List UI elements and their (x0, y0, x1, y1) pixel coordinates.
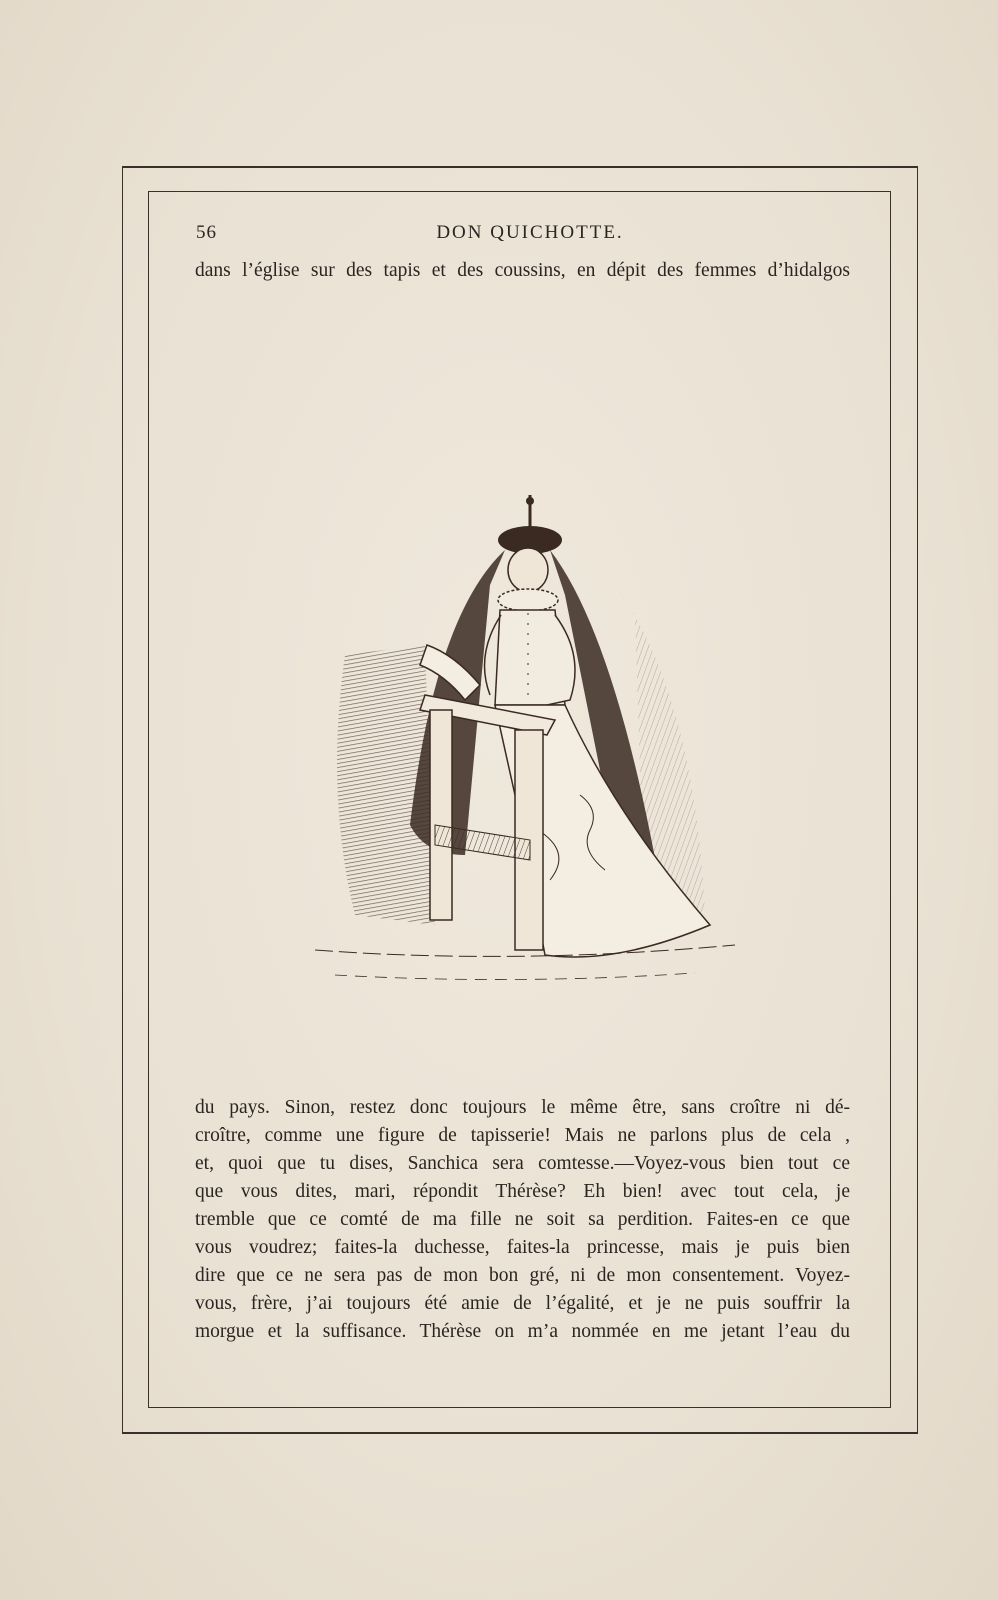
text-line-top: dans l’église sur des tapis et des coussins, en dépit des femmes d’hidalgos (195, 260, 850, 281)
text-line: du pays. Sinon, restez donc toujours le même être, sans croître ni dé- (195, 1097, 850, 1118)
illustration-engraving (315, 495, 735, 1015)
text-line: croître, comme une figure de tapisserie! Mais ne parlons plus de cela , (195, 1125, 850, 1146)
kneeling-woman-engraving (315, 495, 735, 1015)
text-line: que vous dites, mari, répondit Thérèse? Eh bien! avec tout cela, je (195, 1181, 850, 1202)
page-number: 56 (196, 222, 217, 243)
text-line: morgue et la suffisance. Thérèse on m’a nommée en me jetant l’eau du (195, 1321, 850, 1342)
text-line: vous voudrez; faites-la duchesse, faites-la princesse, mais je puis bien (195, 1237, 850, 1258)
running-title: DON QUICHOTTE. (436, 222, 624, 243)
text-line: et, quoi que tu dises, Sanchica sera comtesse.—Voyez-vous bien tout ce (195, 1153, 850, 1174)
text-line: dire que ce ne sera pas de mon bon gré, ni de mon consentement. Voyez- (195, 1265, 850, 1286)
text-line: tremble que ce comté de ma fille ne soit sa perdition. Faites-en ce que (195, 1209, 850, 1230)
text-line: vous, frère, j’ai toujours été amie de l’égalité, et je ne puis souffrir la (195, 1293, 850, 1314)
